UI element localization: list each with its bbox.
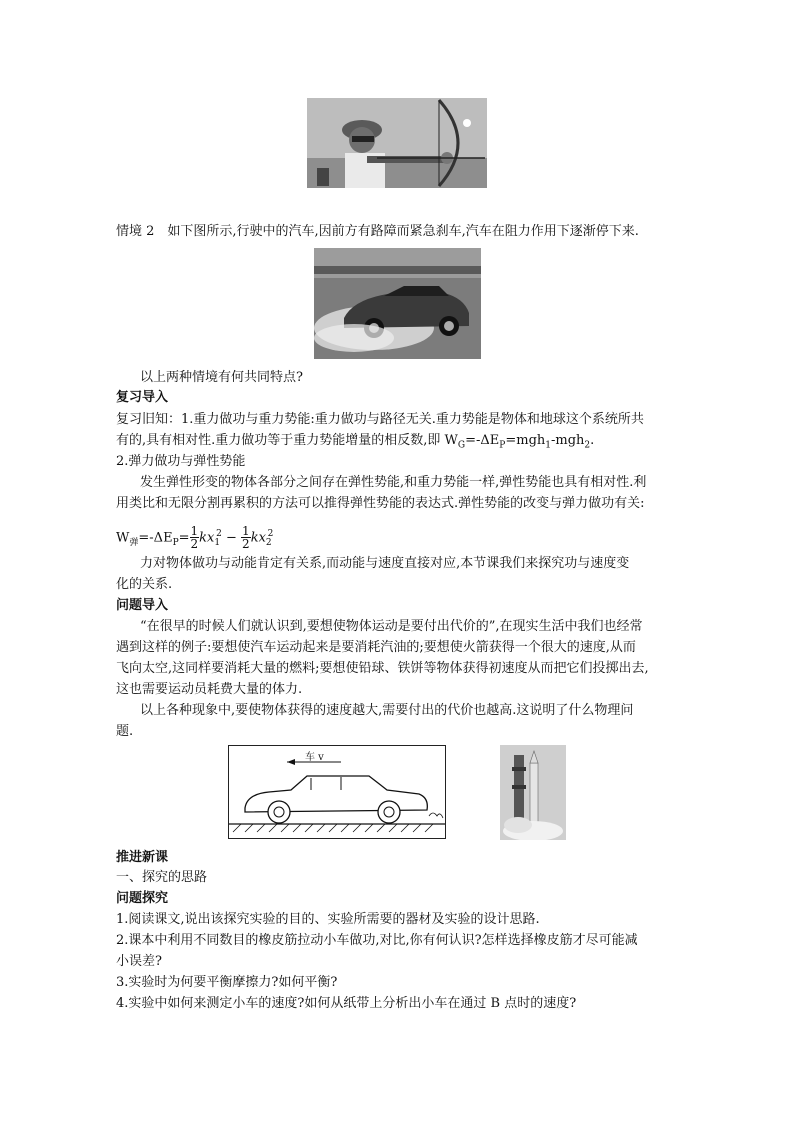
formula-mid: =-ΔE [138,530,173,546]
frac2-num: 1 [242,524,250,539]
ep-sub: P [499,440,506,451]
h2-sub: 2 [584,440,591,451]
formula-minus: − [226,530,237,546]
power-line2: 化的关系. [116,577,173,592]
elastic-line1: 发生弹性形变的物体各部分之间存在弹性势能,和重力势能一样,弹性势能也具有相对性.利 [140,475,647,490]
item1: 1.阅读课文,说出该探究实验的目的、实验所需要的器材及实验的设计思路. [116,912,540,927]
formula-mid-sub: P [172,537,179,548]
q-line1: “在很早的时候人们就认识到,要想使物体运动是要付出代价的”,在现实生活中我们也经常 [140,619,643,634]
item4: 4.实验中如何来测定小车的速度?如何从纸带上分析出小车在通过 B 点时的速度? [116,996,577,1011]
item2-line2: 小误差? [116,954,162,969]
formula-w-sub: 弹 [129,537,139,548]
frac2-den: 2 [242,537,250,552]
q-line2: 遇到这样的例子:要想使汽车运动起来是要消耗汽油的;要想使火箭获得一个很大的速度,从而 [116,640,636,655]
review-line2-text: 有的,具有相对性.重力做功等于重力势能增量的相反数,即 W [116,433,458,448]
power-line1: 力对物体做功与动能肯定有关系,而动能与速度直接对应,本节课我们来探究功与速度变 [140,556,630,571]
h1-sub: 1 [545,440,551,451]
review-line2-tail: . [590,433,595,448]
fraction-half-2 [241,525,251,550]
car-velocity-label: 车 v [305,752,324,763]
formula-kx1: kx [199,530,215,546]
frac1-den: 2 [190,537,199,552]
item3: 3.实验时为何要平衡摩擦力?如何平衡? [116,975,338,990]
review-line2-end1: =mgh [505,433,546,448]
braking-car-photo [314,248,481,359]
scenario2-text: 情境 2 如下图所示,行驶中的汽车,因前方有路障而紧急刹车,汽车在阻力作用下逐渐停下来. [116,224,639,239]
formula-kx2: kx [250,530,266,546]
review-line2-end2: -mgh [551,433,585,448]
advance-heading: 推进新课 [116,850,169,865]
review-line1: 复习旧知：1.重力做功与重力势能:重力做功与路径无关.重力势能是物体和地球这个系统所共 [116,412,644,427]
frac1-num: 1 [190,524,199,539]
section1-heading: 一、探究的思路 [116,870,208,885]
q-line3: 飞向太空,这同样要消耗大量的燃料;要想使铅球、铁饼等物体获得初速度从而把它们投掷出去, [116,661,649,676]
car-drawing [228,745,446,839]
kx2-sub: 2 [265,537,272,548]
kx1-sup: 2 [216,529,222,539]
kx1-sub: 1 [214,537,221,548]
q-line5: 以上各种现象中,要使物体获得的速度越大,需要付出的代价也越高.这说明了什么物理问 [140,703,634,718]
review-heading: 复习导入 [116,390,169,405]
common-question: 以上两种情境有何共同特点? [140,370,303,385]
formula-eq: = [178,530,190,546]
q-line6: 题. [116,724,134,739]
item2-line1: 2.课本中利用不同数目的橡皮筋拉动小车做功,对比,你有何认识?怎样选择橡皮筋才尽可能减 [116,933,638,948]
fraction-half-1 [190,525,200,550]
explore-heading: 问题探究 [116,891,169,906]
elastic-line2: 用类比和无限分割再累积的方法可以推得弹性势能的表达式.弹性势能的改变与弹力做功有关: [116,496,645,511]
rocket-photo [500,745,566,840]
review-line2-mid: =-ΔE [465,433,500,448]
question-heading: 问题导入 [116,598,169,613]
elastic-formula [116,516,273,552]
formula-w: W [116,530,130,546]
archer-photo [307,98,487,188]
wg-sub: G [457,440,466,451]
elastic-heading: 2.弹力做功与弹性势能 [116,454,246,469]
q-line4: 这也需要运动员耗费大量的体力. [116,682,303,697]
kx2-sup: 2 [267,529,274,539]
